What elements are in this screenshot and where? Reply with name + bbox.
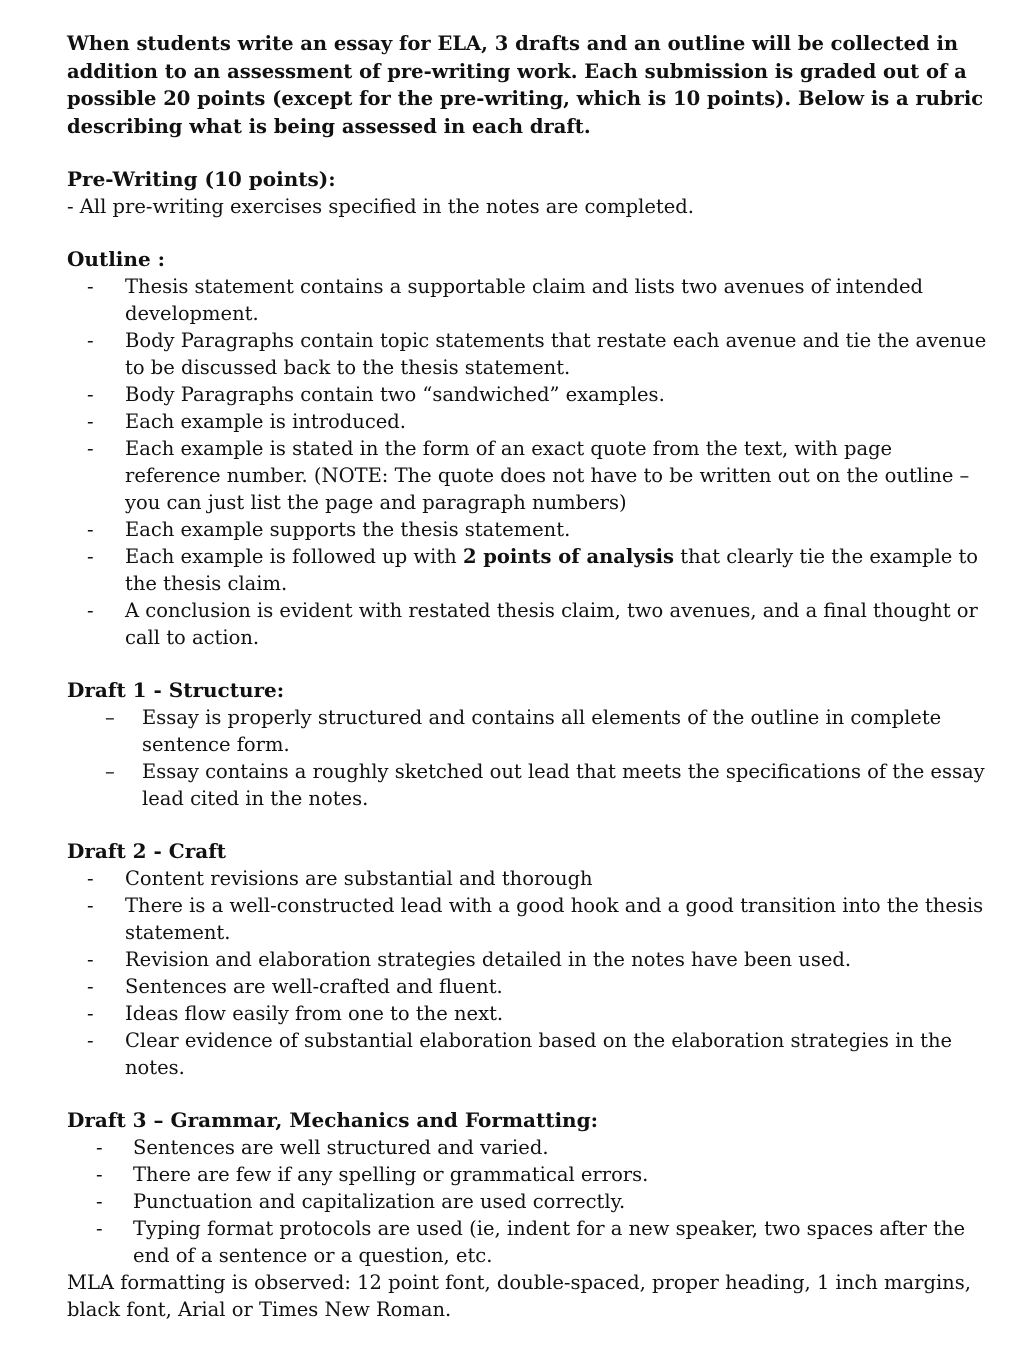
- draft2-heading: Draft 2 - Craft: [67, 839, 227, 863]
- bullet-dash: -: [87, 275, 94, 298]
- draft2-section: [67, 838, 987, 1081]
- outline-heading: Outline :: [67, 247, 166, 271]
- bullet-dash: -: [87, 1029, 94, 1052]
- outline-list: [67, 273, 987, 651]
- intro-paragraph: When students write an essay for ELA, 3 drafts and an outline will be collected in addition to an assessment of pre-writing work. Each submission is graded out of a possible 20 points (except for the pre-writing, which is 10 points). Below is a rubric describing what is being assessed in each draft.: [67, 32, 984, 138]
- outline-section: [67, 246, 987, 651]
- bullet-dash: -: [96, 1163, 103, 1186]
- list-item: [67, 273, 987, 327]
- list-item-text: Each example supports the thesis statement.: [125, 518, 571, 541]
- bullet-dash: -: [87, 410, 94, 433]
- draft3-list: [67, 1134, 987, 1269]
- prewriting-heading: Pre-Writing (10 points):: [67, 167, 336, 191]
- draft1-list: [67, 704, 987, 812]
- analysis-text-before: Each example is followed up with: [125, 545, 463, 568]
- list-item-text: There is a well-constructed lead with a good hook and a good transition into the thesis statement.: [125, 894, 984, 944]
- bullet-dash: -: [96, 1217, 103, 1240]
- list-item-text: Sentences are well structured and varied.: [133, 1136, 549, 1159]
- list-item: [67, 892, 987, 946]
- list-item: [67, 381, 987, 408]
- bullet-dash: -: [96, 1190, 103, 1213]
- analysis-emphasis: 2 points of analysis: [462, 545, 675, 568]
- list-item-text: Punctuation and capitalization are used correctly.: [133, 1190, 626, 1213]
- list-item-text: Revision and elaboration strategies detailed in the notes have been used.: [125, 948, 852, 971]
- rubric-document: [67, 30, 987, 1323]
- list-item: [67, 516, 987, 543]
- list-item: [67, 973, 987, 1000]
- list-item: [67, 865, 987, 892]
- list-item: [67, 758, 987, 812]
- list-item: [67, 1188, 987, 1215]
- bullet-dash: -: [87, 545, 94, 568]
- bullet-dash: –: [105, 760, 115, 783]
- list-item: [67, 946, 987, 973]
- draft1-heading: Draft 1 - Structure:: [67, 678, 285, 702]
- bullet-dash: -: [87, 383, 94, 406]
- prewriting-section: [67, 166, 987, 220]
- bullet-dash: -: [96, 1136, 103, 1159]
- list-item-text: Body Paragraphs contain two “sandwiched” examples.: [125, 383, 665, 406]
- list-item: [67, 1000, 987, 1027]
- list-item: [67, 1027, 987, 1081]
- draft3-heading: Draft 3 – Grammar, Mechanics and Formatting:: [67, 1108, 598, 1132]
- list-item-text: There are few if any spelling or grammatical errors.: [133, 1163, 649, 1186]
- list-item-text: Essay contains a roughly sketched out lead that meets the specifications of the essay lead cited in the notes.: [142, 760, 985, 810]
- list-item-text: A conclusion is evident with restated thesis claim, two avenues, and a final thought or call to action.: [125, 599, 978, 649]
- draft2-list: [67, 865, 987, 1081]
- bullet-dash: –: [105, 706, 115, 729]
- list-item: [67, 327, 987, 381]
- list-item: [67, 408, 987, 435]
- bullet-dash: -: [87, 867, 94, 890]
- list-item: [67, 1134, 987, 1161]
- bullet-dash: -: [87, 518, 94, 541]
- bullet-dash: -: [87, 599, 94, 622]
- bullet-dash: -: [87, 975, 94, 998]
- mla-formatting-note: MLA formatting is observed: 12 point font, double-spaced, proper heading, 1 inch margins, black font, Arial or Times New Roman.: [67, 1271, 971, 1321]
- list-item-text: Body Paragraphs contain topic statements that restate each avenue and tie the avenue to be discussed back to the thesis statement.: [125, 329, 987, 379]
- bullet-dash: -: [87, 329, 94, 352]
- analysis-text-after: that clearly tie the example to the thesis claim.: [125, 545, 979, 595]
- list-item: [67, 1215, 987, 1269]
- bullet-dash: -: [87, 437, 94, 460]
- bullet-dash: -: [87, 948, 94, 971]
- bullet-dash: -: [87, 1002, 94, 1025]
- draft1-section: [67, 677, 987, 812]
- list-item-text: Essay is properly structured and contains all elements of the outline in complete sentence form.: [142, 706, 942, 756]
- list-item: [67, 543, 987, 597]
- list-item-text: Ideas flow easily from one to the next.: [125, 1002, 504, 1025]
- list-item-text: Thesis statement contains a supportable claim and lists two avenues of intended development.: [125, 275, 924, 325]
- prewriting-text: - All pre-writing exercises specified in the notes are completed.: [67, 195, 694, 218]
- draft3-section: [67, 1107, 987, 1323]
- list-item: [67, 1161, 987, 1188]
- list-item: [67, 597, 987, 651]
- list-item-text: Each example is introduced.: [125, 410, 406, 433]
- list-item-text: Sentences are well-crafted and fluent.: [125, 975, 503, 998]
- bullet-dash: -: [87, 894, 94, 917]
- list-item: [67, 704, 987, 758]
- list-item: [67, 435, 987, 516]
- list-item-text: Content revisions are substantial and thorough: [125, 867, 593, 890]
- list-item-text: Typing format protocols are used (ie, indent for a new speaker, two spaces after the end of a sentence or a question, etc.: [133, 1217, 966, 1267]
- list-item-text: Each example is stated in the form of an exact quote from the text, with page reference number. (NOTE: The quote does not have to be written out on the outline – you can just list the page and paragraph numbers): [125, 437, 970, 514]
- list-item-text: Clear evidence of substantial elaboration based on the elaboration strategies in the notes.: [125, 1029, 953, 1079]
